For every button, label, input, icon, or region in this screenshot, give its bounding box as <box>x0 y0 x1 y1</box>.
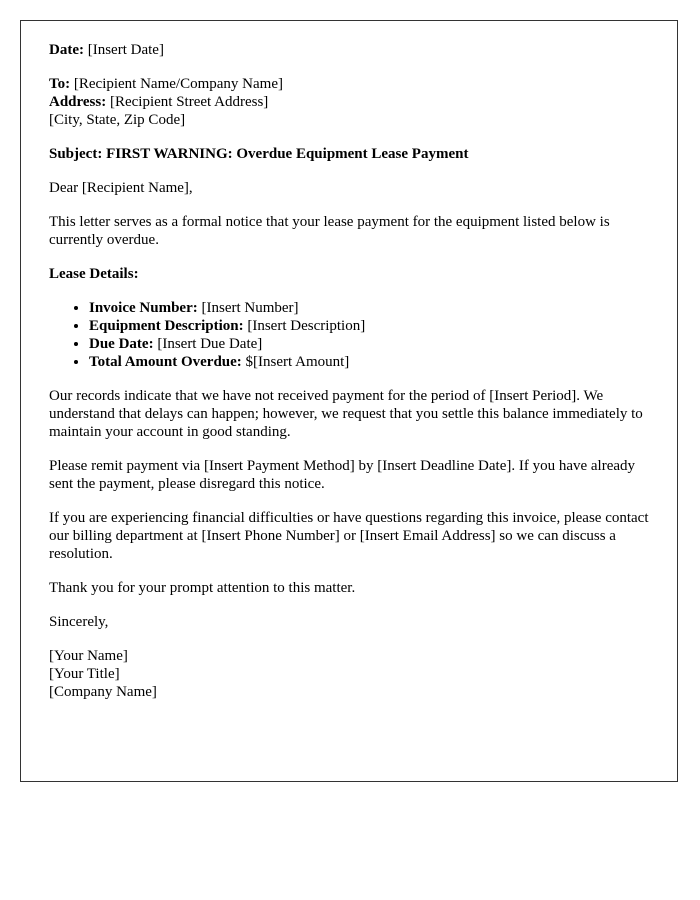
thanks-paragraph: Thank you for your prompt attention to this matter. <box>49 580 356 596</box>
date-line <box>49 41 649 59</box>
subject-line: Subject: FIRST WARNING: Overdue Equipment Lease Payment <box>49 146 469 162</box>
remit-paragraph: Please remit payment via [Insert Payment Method] by [Insert Deadline Date]. If you have already sent the payment, please disregard this notice. <box>49 458 636 492</box>
records-paragraph: Our records indicate that we have not received payment for the period of [Insert Period]. We understand that delays can happen; however, we request that you settle this balance immediately to maintain your account in good standing. <box>49 388 643 440</box>
list-item-equipment-description <box>89 317 649 335</box>
signature-name: [Your Name] <box>49 648 128 664</box>
equipment-description-value: [Insert Description] <box>243 318 366 334</box>
closing: Sincerely, <box>49 614 109 630</box>
intro-paragraph: This letter serves as a formal notice that your lease payment for the equipment listed below is currently overdue. <box>49 214 610 248</box>
total-amount-value: $[Insert Amount] <box>241 354 350 370</box>
letter-document <box>20 20 678 782</box>
difficulties-paragraph: If you are experiencing financial difficulties or have questions regarding this invoice, please contact our billing department at [Insert Phone Number] or [Insert Email Address] so we can discuss a resolution. <box>49 510 649 562</box>
address-line <box>49 93 649 111</box>
lease-details-list <box>49 299 649 371</box>
signature-block <box>49 647 649 701</box>
to-label: To: <box>49 76 71 92</box>
salutation: Dear [Recipient Name], <box>49 180 193 196</box>
recipient-block <box>49 75 649 129</box>
invoice-number-label: Invoice Number: <box>89 300 198 316</box>
to-value: [Recipient Name/Company Name] <box>70 76 283 92</box>
signature-title: [Your Title] <box>49 666 120 682</box>
date-value: [Insert Date] <box>83 42 164 58</box>
date-label: Date: <box>49 42 84 58</box>
list-item-due-date <box>89 335 649 353</box>
list-item-total-amount <box>89 353 649 371</box>
city-line: [City, State, Zip Code] <box>49 112 186 128</box>
total-amount-label: Total Amount Overdue: <box>89 354 242 370</box>
invoice-number-value: [Insert Number] <box>197 300 299 316</box>
address-value: [Recipient Street Address] <box>106 94 269 110</box>
to-line <box>49 75 649 93</box>
address-label: Address: <box>49 94 107 110</box>
due-date-value: [Insert Due Date] <box>153 336 263 352</box>
signature-company: [Company Name] <box>49 684 157 700</box>
list-item-invoice-number <box>89 299 649 317</box>
due-date-label: Due Date: <box>89 336 154 352</box>
lease-details-heading: Lease Details: <box>49 266 139 282</box>
equipment-description-label: Equipment Description: <box>89 318 244 334</box>
